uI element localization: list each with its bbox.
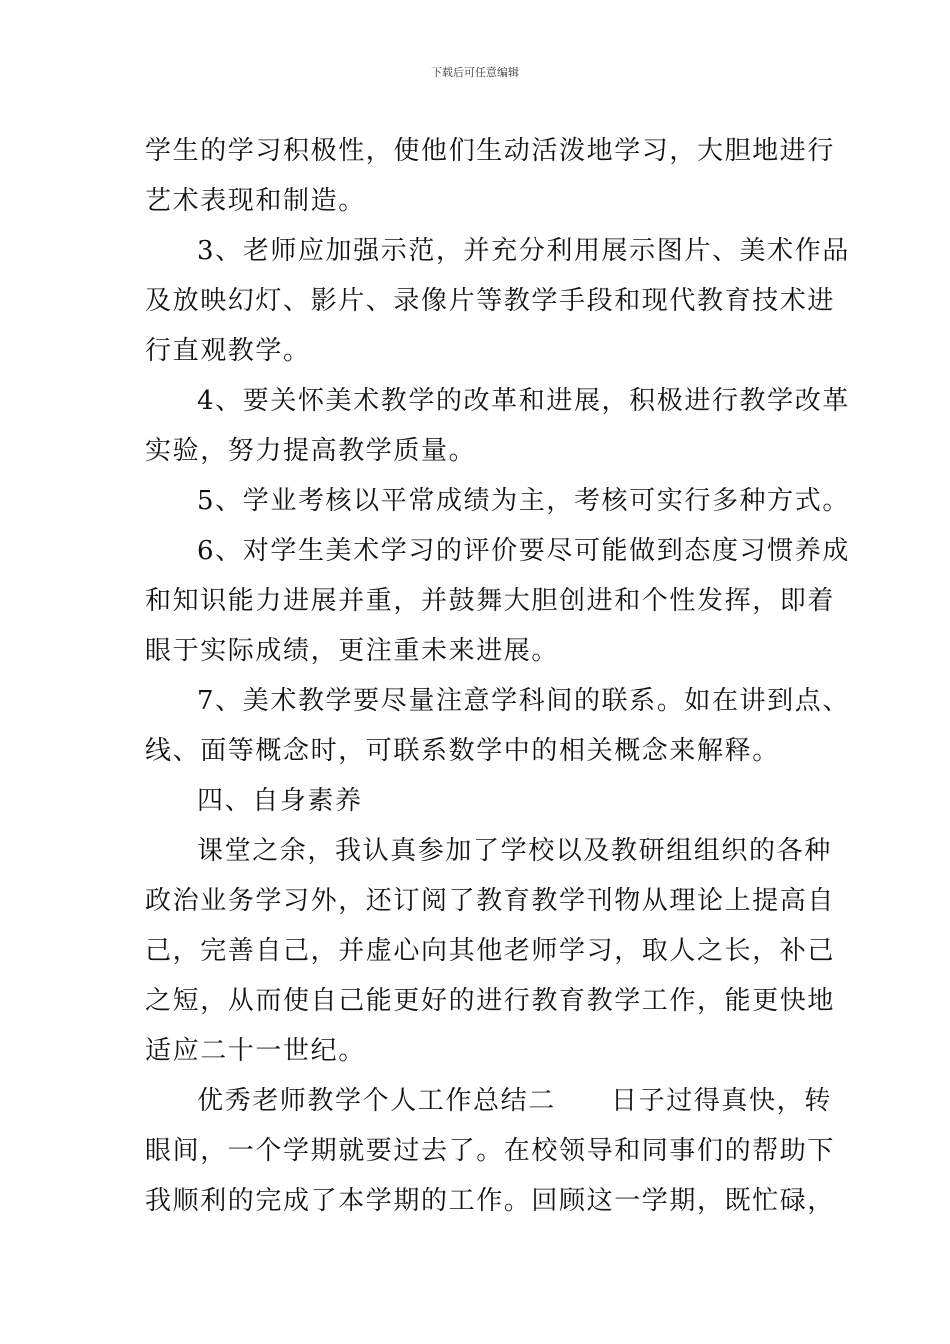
paragraph-line: 和知识能力进展并重，并鼓舞大胆创进和个性发挥，即着 — [145, 586, 836, 616]
paragraph-line: 眼于实际成绩，更注重未来进展。 — [145, 636, 560, 666]
paragraph-line: 我顺利的完成了本学期的工作。回顾这一学期，既忙碌， — [145, 1186, 836, 1216]
paragraph-line: 3、老师应加强示范，并充分利用展示图片、美术作品 — [197, 236, 850, 266]
paragraph-line: 及放映幻灯、影片、录像片等教学手段和现代教育技术进 — [145, 286, 836, 316]
paragraph-line: 适应二十一世纪。 — [145, 1036, 366, 1066]
document-body — [145, 126, 850, 1226]
paragraph-line: 学生的学习积极性，使他们生动活泼地学习，大胆地进行 — [145, 136, 836, 166]
paragraph-line: 己，完善自己，并虚心向其他老师学习，取人之长，补己 — [145, 936, 836, 966]
paragraph-line: 课堂之余，我认真参加了学校以及教研组组织的各种 — [197, 836, 832, 866]
paragraph-line: 4、要关怀美术教学的改革和进展，积极进行教学改革 — [197, 386, 850, 416]
paragraph-line: 艺术表现和制造。 — [145, 186, 366, 216]
section-heading: 四、自身素养 — [197, 786, 363, 816]
paragraph-line: 之短，从而使自己能更好的进行教育教学工作，能更快地 — [145, 986, 836, 1016]
paragraph-line: 6、对学生美术学习的评价要尽可能做到态度习惯养成 — [197, 536, 850, 566]
paragraph-line: 行直观教学。 — [145, 336, 311, 366]
paragraph-line: 实验，努力提高教学质量。 — [145, 436, 477, 466]
page-header: 下载后可任意编辑 — [431, 66, 519, 79]
paragraph-line: 优秀老师教学个人工作总结二 日子过得真快，转 — [197, 1086, 832, 1116]
paragraph-line: 眼间，一个学期就要过去了。在校领导和同事们的帮助下 — [145, 1136, 836, 1166]
paragraph-line: 线、面等概念时，可联系数学中的相关概念来解释。 — [145, 736, 780, 766]
paragraph-line: 政治业务学习外，还订阅了教育教学刊物从理论上提高自 — [145, 886, 836, 916]
paragraph-line: 5、学业考核以平常成绩为主，考核可实行多种方式。 — [197, 486, 850, 516]
paragraph-line: 7、美术教学要尽量注意学科间的联系。如在讲到点、 — [197, 686, 850, 716]
